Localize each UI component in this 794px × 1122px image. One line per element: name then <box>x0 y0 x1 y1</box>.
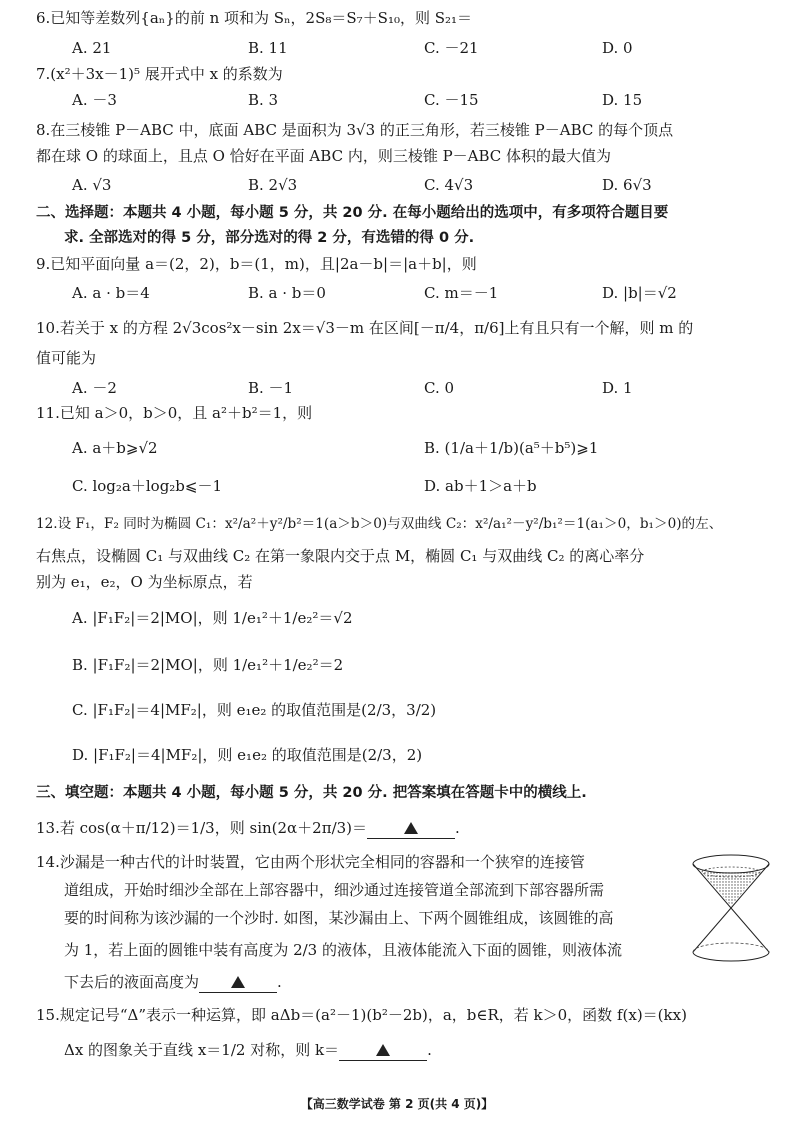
q11-option-d: D. ab＋1＞a＋b <box>424 477 537 495</box>
q13-line <box>36 818 460 839</box>
q14-line1: 14.沙漏是一种古代的计时装置，它由两个形状完全相同的容器和一个狭窄的连接管 <box>36 853 585 871</box>
q15-end: . <box>427 1041 432 1059</box>
bottom-cone-rim <box>693 952 769 961</box>
q8-option-d: D. 6√3 <box>602 176 652 194</box>
q13-stem: 13.若 cos(α＋π/12)＝1/3，则 sin(2α＋2π/3)＝ <box>36 819 368 837</box>
q10-option-c: C. 0 <box>424 379 455 397</box>
q12-option-c: C. |F₁F₂|＝4|MF₂|，则 e₁e₂ 的取值范围是(2/3，3/2) <box>72 701 437 719</box>
q9-option-b: B. a · b＝0 <box>248 284 326 302</box>
q7-option-b: B. 3 <box>248 91 279 109</box>
q15-answer-blank <box>339 1040 427 1061</box>
q8-line1: 8.在三棱锥 P－ABC 中，底面 ABC 是面积为 3√3 的正三角形，若三棱锥 P－ABC 的每个顶点 <box>36 121 674 139</box>
q8-option-c: C. 4√3 <box>424 176 474 194</box>
q11-option-a: A. a＋b⩾√2 <box>72 439 158 457</box>
q10-option-a: A. －2 <box>72 379 117 397</box>
q8-option-a: A. √3 <box>72 176 112 194</box>
q15-line2: Δx 的图象关于直线 x＝1/2 对称，则 k＝ <box>64 1041 340 1059</box>
q9-option-d: D. |b|＝√2 <box>602 284 677 302</box>
hourglass-figure <box>686 848 776 968</box>
q10-line2: 值可能为 <box>36 349 97 367</box>
q14-answer-blank <box>199 972 277 993</box>
q15-line1: 15.规定记号“Δ”表示一种运算，即 aΔb＝(a²－1)(b²－2b)，a，b∈R，若 k＞0，函数 f(x)＝(kx) <box>36 1006 687 1024</box>
q6-option-d: D. 0 <box>602 39 633 57</box>
q10-option-b: B. －1 <box>248 379 294 397</box>
q13-end: . <box>455 819 460 837</box>
q14-end: . <box>277 973 282 991</box>
q7-option-c: C. －15 <box>424 91 479 109</box>
q13-answer-blank <box>367 818 455 839</box>
q14-line4: 为 1，若上面的圆锥中装有高度为 2/3 的液体，且液体能流入下面的圆锥，则液体流 <box>64 941 622 959</box>
q12-option-a: A. |F₁F₂|＝2|MO|，则 1/e₁²＋1/e₂²＝√2 <box>72 609 353 627</box>
q7-stem: 7.(x²＋3x－1)⁵ 展开式中 x 的系数为 <box>36 65 283 83</box>
triangle-icon <box>231 976 245 988</box>
triangle-icon <box>404 822 418 834</box>
q6-option-a: A. 21 <box>72 39 112 57</box>
section2-line1: 二、选择题：本题共 4 小题，每小题 5 分，共 20 分. 在每小题给出的选项中，有多项符合题目要 <box>36 205 669 221</box>
q6-option-c: C. －21 <box>424 39 479 57</box>
q10-line1: 10.若关于 x 的方程 2√3cos²x－sin 2x＝√3－m 在区间[－π/4，π/6]上有且只有一个解，则 m 的 <box>36 319 694 337</box>
q14-line3: 要的时间称为该沙漏的一个沙时. 如图，某沙漏由上、下两个圆锥组成，该圆锥的高 <box>64 909 614 927</box>
q15-line2-wrap <box>64 1040 432 1061</box>
page-footer: 【高三数学试卷 第 2 页(共 4 页)】 <box>300 1097 494 1111</box>
q12-line1: 12.设 F₁，F₂ 同时为椭圆 C₁：x²/a²＋y²/b²＝1(a＞b＞0)与双曲线 C₂：x²/a₁²－y²/b₁²＝1(a₁＞0，b₁＞0)的左、 <box>36 516 723 532</box>
q12-line2: 右焦点，设椭圆 C₁ 与双曲线 C₂ 在第一象限内交于点 M，椭圆 C₁ 与双曲线 C₂ 的离心率分 <box>36 547 645 565</box>
q9-option-c: C. m＝－1 <box>424 284 499 302</box>
q12-option-b: B. |F₁F₂|＝2|MO|，则 1/e₁²＋1/e₂²＝2 <box>72 656 344 674</box>
section3-line1: 三、填空题：本题共 4 小题，每小题 5 分，共 20 分. 把答案填在答题卡中的横线上. <box>36 785 587 801</box>
q14-line5: 下去后的液面高度为 <box>64 973 200 991</box>
q11-option-b: B. (1/a＋1/b)(a⁵＋b⁵)⩾1 <box>424 439 599 457</box>
q8-line2: 都在球 O 的球面上，且点 O 恰好在平面 ABC 内，则三棱锥 P－ABC 体积的最大值为 <box>36 147 612 165</box>
q9-stem: 9.已知平面向量 a＝(2，2)，b＝(1，m)，且|2a－b|＝|a＋b|，则 <box>36 255 477 273</box>
triangle-icon <box>376 1044 390 1056</box>
q12-option-d: D. |F₁F₂|＝4|MF₂|，则 e₁e₂ 的取值范围是(2/3，2) <box>72 746 423 764</box>
section2-line2: 求. 全部选对的得 5 分，部分选对的得 2 分，有选错的得 0 分. <box>64 230 475 246</box>
q12-line3: 别为 e₁，e₂，O 为坐标原点，若 <box>36 573 253 591</box>
q10-option-d: D. 1 <box>602 379 633 397</box>
q7-option-d: D. 15 <box>602 91 643 109</box>
q9-option-a: A. a · b＝4 <box>72 284 150 302</box>
q14-line2: 道组成，开始时细沙全部在上部容器中，细沙通过连接管道全部流到下部容器所需 <box>64 881 605 899</box>
q6-option-b: B. 11 <box>248 39 288 57</box>
q11-option-c: C. log₂a＋log₂b⩽－1 <box>72 477 223 495</box>
q11-stem: 11.已知 a＞0，b＞0，且 a²＋b²＝1，则 <box>36 404 313 422</box>
q14-line5-wrap <box>64 972 282 993</box>
sand-fill <box>702 872 760 906</box>
q8-option-b: B. 2√3 <box>248 176 298 194</box>
q7-option-a: A. －3 <box>72 91 117 109</box>
q6-stem: 6.已知等差数列{aₙ}的前 n 项和为 Sₙ，2S₈＝S₇＋S₁₀，则 S₂₁＝ <box>36 9 473 27</box>
